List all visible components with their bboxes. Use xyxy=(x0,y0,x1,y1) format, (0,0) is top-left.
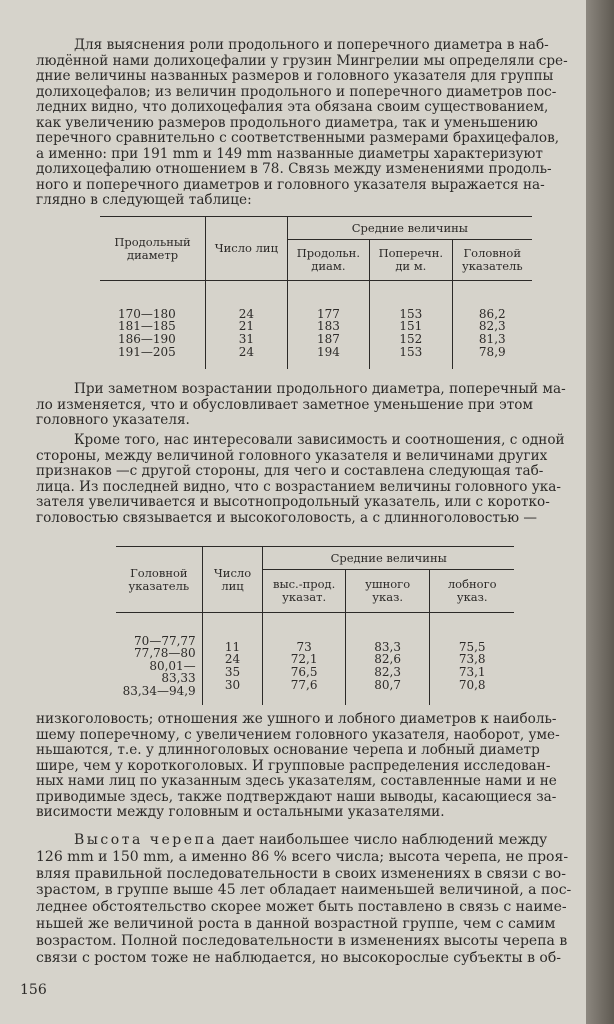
text-line: приводимые здесь, также подтверждают наши выводы, касающиеся за- xyxy=(36,789,557,805)
paragraph-5 xyxy=(36,832,578,966)
table-2 xyxy=(116,546,514,705)
text-line: зрастом, в группе выше 45 лет обладает наименьшей величиной, а пос- xyxy=(36,882,572,899)
text-line: дние величины названных размеров и головного указателя для группы xyxy=(36,69,554,84)
paragraph-1 xyxy=(36,38,578,209)
table-2-subheader: выс.-прод. указат. xyxy=(263,570,346,613)
table-1-column-diameter: 170—180 181—185 186—190 191—205 xyxy=(100,281,206,370)
text-line: Высота черепа дает наибольшее число наблюдений между xyxy=(74,832,548,848)
text-line: зателя увеличивается и высотнопродольный указатель, или с коротко- xyxy=(36,495,550,510)
text-line: При заметном возрастании продольного диаметра, поперечный ма- xyxy=(74,382,566,397)
table-1-column-longitudinal: 177 183 187 194 xyxy=(287,281,369,370)
paragraph-2 xyxy=(36,382,578,429)
table-1-group-header: Средние величины xyxy=(287,217,532,240)
text-line: шире, чем у короткоголовых. И групповые распределения исследован- xyxy=(36,758,551,774)
table-1-col1-header: Продольный диаметр xyxy=(100,217,206,281)
table-2-col1-header: Головной указатель xyxy=(116,547,202,613)
text-line: людённой нами долихоцефалии у грузин Мингрелии мы определяли сре- xyxy=(36,53,568,69)
table-2-column-frontal: 75,5 73,8 73,1 70,8 xyxy=(458,639,486,692)
table-1-subheader: Поперечн. ди м. xyxy=(370,240,452,281)
table-2-column-index: 70—77,77 77,78—80 80,01—83,33 83,34—94,9 xyxy=(116,613,202,706)
table-1-column-index: 86,2 82,3 81,3 78,9 xyxy=(478,306,506,359)
text-line: ло изменяется, что и обусловливает заметное уменьшение при этом xyxy=(36,397,534,413)
text-line: Для выяснения роли продольного и поперечного диаметра в наб- xyxy=(74,38,549,53)
text-line: стороны, между величиной головного указателя и величинами других xyxy=(36,448,548,464)
page-number: 156 xyxy=(20,982,47,998)
text-line: 126 mm и 150 mm, а именно 86 % всего числа; высота черепа, не проя- xyxy=(36,848,569,865)
text-line: а именно: при 191 mm и 149 mm названные диаметры характеризуют xyxy=(36,146,543,162)
text-line: висимости между головным и остальными указателями. xyxy=(36,805,445,820)
text-line: лица. Из последней видно, что с возрастанием величины головного ука- xyxy=(36,479,561,495)
table-2-col2-header: Число лиц xyxy=(202,547,263,613)
text-line: перечного сравнительно с соответственными размерами брахицефалов, xyxy=(36,131,560,146)
table-1-column-transverse: 153 151 152 153 xyxy=(370,281,452,370)
text-line: шему поперечному, с увеличением головного указателя, наоборот, уме- xyxy=(36,727,560,743)
table-2-column-ear: 83,3 82,6 82,3 80,7 xyxy=(345,613,430,706)
text-line: долихоцефалию отношением в 78. Связь между изменениями продоль- xyxy=(36,162,552,177)
text-line: вляя правильной последовательности в своих изменениях в связи с во- xyxy=(36,865,566,882)
text-line: Кроме того, нас интересовали зависимость и соотношения, с одной xyxy=(74,433,565,448)
text-line: ного и поперечного диаметров и головного указателя выражается на- xyxy=(36,177,545,193)
text-line: как увеличению размеров продольного диаметра, так и уменьшению xyxy=(36,115,538,131)
text-line: ных нами лиц по указанным здесь указателям, составленные нами и не xyxy=(36,774,557,789)
text-line: возрастом. Полной последовательности в изменениях высоты черепа в xyxy=(36,932,568,949)
page-edge-shadow xyxy=(586,0,614,1024)
text-line: головостью связывается и высокоголовость, а с длинноголовостью — xyxy=(36,510,538,526)
table-1-subheader: Продольн. диам. xyxy=(287,240,369,281)
paragraph-4 xyxy=(36,712,578,821)
table-1 xyxy=(100,216,532,369)
text-line: долихоцефалов; из величин продольного и поперечного диаметров пос- xyxy=(36,84,557,100)
table-1-col2-header: Число лиц xyxy=(206,217,288,281)
text-line: низкоголовость; отношения же ушного и лобного диаметров к наиболь- xyxy=(36,712,557,727)
text-line: леднее обстоятельство скорее может быть поставлено в связь с наиме- xyxy=(36,899,567,916)
table-2-column-count: 11 24 35 30 xyxy=(202,613,263,706)
table-2-column-height-length: 73 72,1 76,5 77,6 xyxy=(263,613,346,706)
text-line: ледних видно, что долихоцефалия эта обязана своим существованием, xyxy=(36,100,549,115)
text-line: связи с ростом тоже не наблюдается, но высокорослые субъекты в об- xyxy=(36,949,562,966)
text-line: ньшей же величиной роста в данной возрастной группе, чем с самим xyxy=(36,915,556,932)
text-line: головного указателя. xyxy=(36,413,190,428)
table-2-group-header: Средние величины xyxy=(263,547,514,570)
table-1-subheader: Головной указатель xyxy=(452,240,532,281)
section-lead: Высота черепа xyxy=(74,832,218,848)
paragraph-3 xyxy=(36,433,578,526)
table-1-column-count: 24 21 31 24 xyxy=(206,281,288,370)
text-line: ньшаются, т.е. у длинноголовых основание черепа и лобный диаметр xyxy=(36,743,540,758)
table-2-subheader: лобного указ. xyxy=(430,570,514,613)
text-line: глядно в следующей таблице: xyxy=(36,193,252,208)
table-2-subheader: ушного указ. xyxy=(345,570,430,613)
text-line: признаков —с другой стороны, для чего и составлена следующая таб- xyxy=(36,464,544,479)
